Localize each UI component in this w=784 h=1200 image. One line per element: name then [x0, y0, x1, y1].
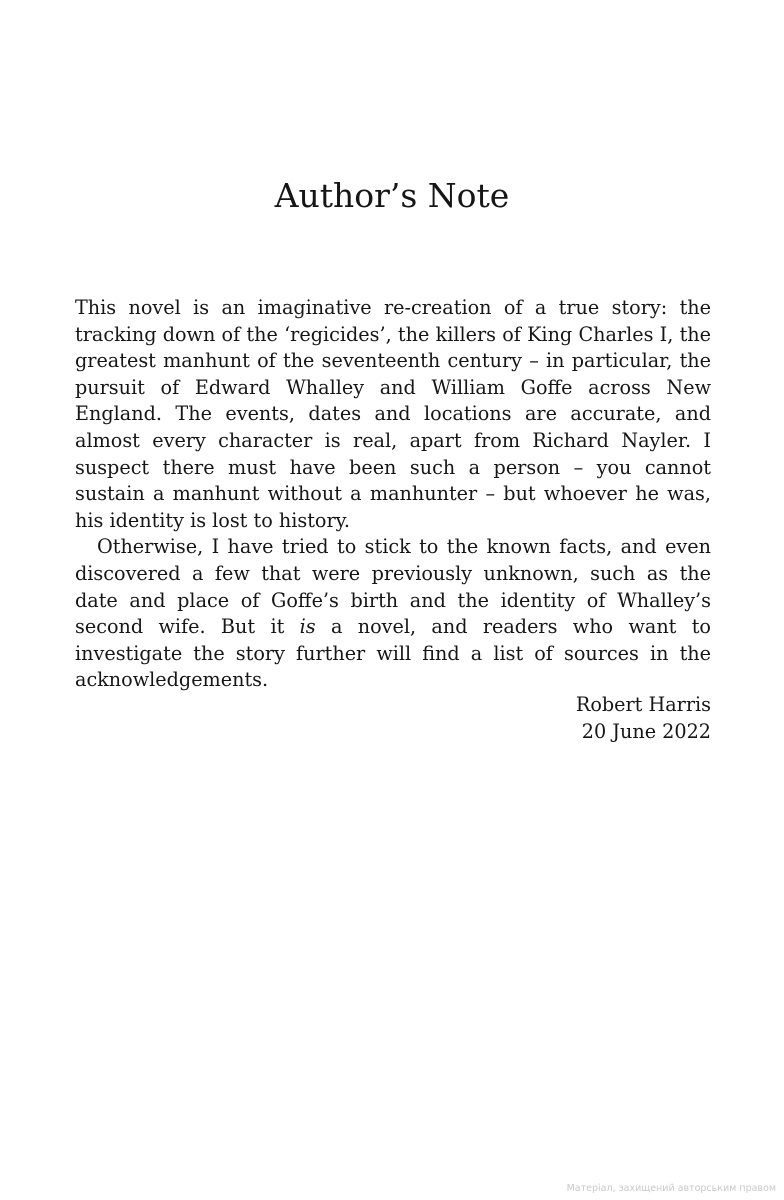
copyright-watermark: Матеріал, захищений авторським правом	[566, 1183, 776, 1194]
paragraph-2	[75, 534, 711, 694]
paragraph-2-emphasis: is	[299, 615, 316, 639]
author-signature: Robert Harris	[575, 693, 711, 716]
signature-date: 20 June 2022	[581, 720, 711, 743]
paragraph-1: This novel is an imaginative re-creation of a true story: the tracking down of the ‘regicides’, the killers of King Charles I, the greatest manhunt of the seventeenth century – in particular, the pursuit of Edward Whalley and William Goffe across New England. The events, dates and locations are accurate, and almost every character is real, apart from Richard Nayler. I suspect there must have been such a person – you cannot sustain a manhunt without a manhunter – but whoever he was, his identity is lost to history.	[75, 296, 711, 532]
page-title: Author’s Note	[274, 176, 510, 215]
paragraph-2-end: a novel, and readers who want to investigate the story further will find a list of sources in the acknowledgements.	[75, 615, 711, 692]
paragraph-2-start: Otherwise, I have tried to stick to the known facts, and even discovered a few that were previously unknown, such as the date and place of Goffe’s birth and the identity of Whalley’s second wife. But it	[75, 535, 711, 639]
note-body	[75, 295, 711, 694]
